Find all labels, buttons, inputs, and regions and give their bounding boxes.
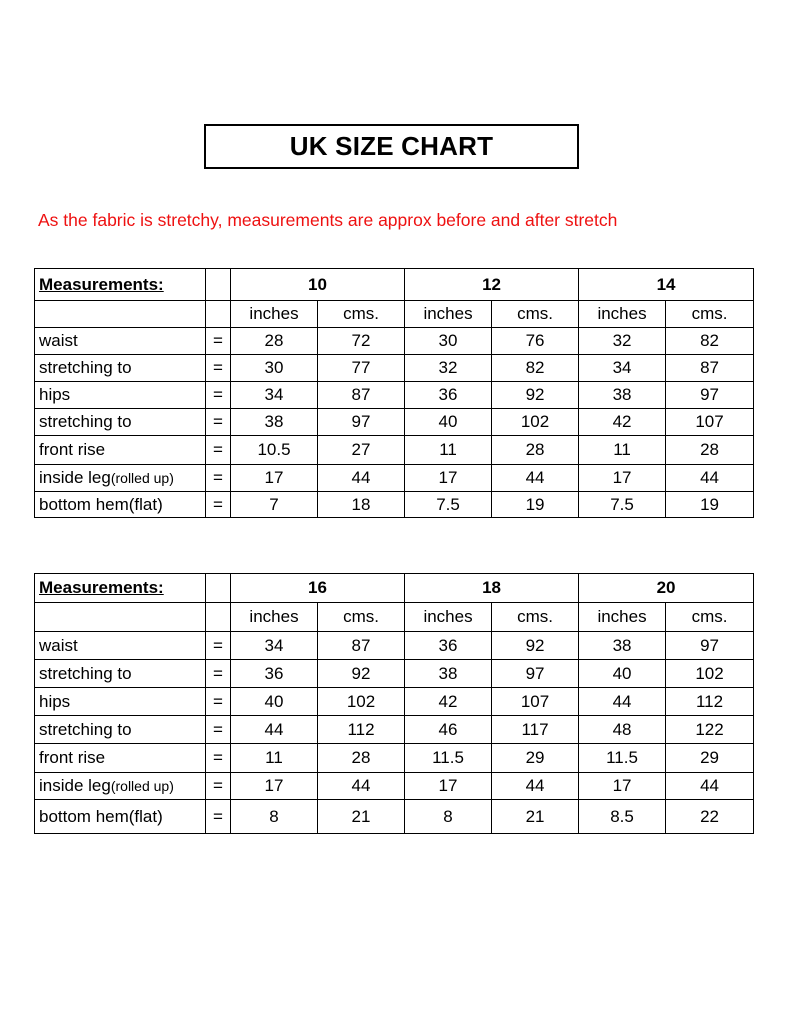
table-row <box>35 465 754 492</box>
value-cell: 76 <box>492 328 579 355</box>
value-cell: 87 <box>666 355 754 382</box>
table-row <box>35 492 754 518</box>
equals-cell: = <box>206 716 231 744</box>
unit-label: cms. <box>318 603 405 632</box>
value-cell: 11 <box>579 436 666 465</box>
value-cell: 112 <box>318 716 405 744</box>
value-cell: 82 <box>492 355 579 382</box>
value-cell: 29 <box>492 744 579 773</box>
value-cell: 10.5 <box>231 436 318 465</box>
size-header: 10 <box>231 269 405 301</box>
value-cell: 112 <box>666 688 754 716</box>
value-cell: 34 <box>579 355 666 382</box>
equals-cell: = <box>206 436 231 465</box>
row-label: waist <box>35 632 206 660</box>
value-cell: 87 <box>318 632 405 660</box>
row-label: stretching to <box>35 716 206 744</box>
row-label: front rise <box>35 436 206 465</box>
value-cell: 42 <box>405 688 492 716</box>
table-row <box>35 632 754 660</box>
unit-label: inches <box>405 301 492 328</box>
row-label: bottom hem(flat) <box>35 800 206 834</box>
equals-cell: = <box>206 382 231 409</box>
row-label: hips <box>35 688 206 716</box>
value-cell: 17 <box>231 773 318 800</box>
value-cell: 18 <box>318 492 405 518</box>
equals-cell: = <box>206 744 231 773</box>
equals-cell: = <box>206 409 231 436</box>
equals-cell: = <box>206 328 231 355</box>
value-cell: 30 <box>405 328 492 355</box>
unit-row <box>35 301 754 328</box>
value-cell: 36 <box>405 632 492 660</box>
value-cell: 32 <box>405 355 492 382</box>
value-cell: 17 <box>579 773 666 800</box>
value-cell: 7.5 <box>405 492 492 518</box>
value-cell: 44 <box>666 465 754 492</box>
value-cell: 17 <box>405 773 492 800</box>
unit-label: inches <box>231 301 318 328</box>
unit-label: inches <box>231 603 318 632</box>
value-cell: 29 <box>666 744 754 773</box>
equals-cell: = <box>206 632 231 660</box>
value-cell: 27 <box>318 436 405 465</box>
value-cell: 28 <box>318 744 405 773</box>
value-cell: 87 <box>318 382 405 409</box>
table-row <box>35 382 754 409</box>
page-title: UK SIZE CHART <box>204 124 579 169</box>
value-cell: 32 <box>579 328 666 355</box>
value-cell: 19 <box>492 492 579 518</box>
table-row <box>35 436 754 465</box>
value-cell: 102 <box>492 409 579 436</box>
value-cell: 11.5 <box>579 744 666 773</box>
size-header: 20 <box>579 574 754 603</box>
value-cell: 38 <box>231 409 318 436</box>
row-label-main: inside leg <box>39 468 111 487</box>
blank-cell <box>206 574 231 603</box>
equals-cell: = <box>206 688 231 716</box>
value-cell: 34 <box>231 632 318 660</box>
row-label: hips <box>35 382 206 409</box>
value-cell: 40 <box>405 409 492 436</box>
value-cell: 21 <box>318 800 405 834</box>
blank-cell <box>206 301 231 328</box>
table-row <box>35 773 754 800</box>
value-cell: 30 <box>231 355 318 382</box>
value-cell: 28 <box>666 436 754 465</box>
table-row <box>35 409 754 436</box>
value-cell: 42 <box>579 409 666 436</box>
row-label-note: (rolled up) <box>110 778 174 794</box>
value-cell: 11 <box>231 744 318 773</box>
table-row <box>35 800 754 834</box>
value-cell: 117 <box>492 716 579 744</box>
value-cell: 34 <box>231 382 318 409</box>
size-header: 16 <box>231 574 405 603</box>
table-row <box>35 688 754 716</box>
table-row <box>35 355 754 382</box>
equals-cell: = <box>206 773 231 800</box>
row-label <box>35 773 206 800</box>
value-cell: 28 <box>231 328 318 355</box>
table-row <box>35 744 754 773</box>
equals-cell: = <box>206 800 231 834</box>
unit-label: cms. <box>318 301 405 328</box>
row-label: stretching to <box>35 409 206 436</box>
row-label-main: inside leg <box>39 776 111 795</box>
value-cell: 21 <box>492 800 579 834</box>
value-cell: 44 <box>318 465 405 492</box>
value-cell: 8.5 <box>579 800 666 834</box>
row-label: bottom hem(flat) <box>35 492 206 518</box>
value-cell: 36 <box>405 382 492 409</box>
value-cell: 44 <box>318 773 405 800</box>
value-cell: 7.5 <box>579 492 666 518</box>
row-label: front rise <box>35 744 206 773</box>
value-cell: 17 <box>405 465 492 492</box>
value-cell: 44 <box>666 773 754 800</box>
value-cell: 97 <box>492 660 579 688</box>
size-header: 14 <box>579 269 754 301</box>
value-cell: 17 <box>579 465 666 492</box>
unit-label: cms. <box>666 301 754 328</box>
value-cell: 97 <box>666 632 754 660</box>
value-cell: 38 <box>579 382 666 409</box>
value-cell: 38 <box>405 660 492 688</box>
blank-cell <box>35 603 206 632</box>
value-cell: 17 <box>231 465 318 492</box>
value-cell: 97 <box>666 382 754 409</box>
row-label <box>35 465 206 492</box>
unit-label: cms. <box>492 603 579 632</box>
value-cell: 72 <box>318 328 405 355</box>
unit-label: inches <box>405 603 492 632</box>
value-cell: 36 <box>231 660 318 688</box>
table-row <box>35 716 754 744</box>
value-cell: 122 <box>666 716 754 744</box>
value-cell: 44 <box>492 773 579 800</box>
value-cell: 28 <box>492 436 579 465</box>
stretch-note: As the fabric is stretchy, measurements are approx before and after stretch <box>38 210 618 230</box>
unit-label: inches <box>579 603 666 632</box>
value-cell: 22 <box>666 800 754 834</box>
value-cell: 92 <box>492 632 579 660</box>
unit-label: inches <box>579 301 666 328</box>
value-cell: 44 <box>231 716 318 744</box>
value-cell: 44 <box>579 688 666 716</box>
equals-cell: = <box>206 465 231 492</box>
row-label: stretching to <box>35 355 206 382</box>
value-cell: 11.5 <box>405 744 492 773</box>
value-cell: 7 <box>231 492 318 518</box>
value-cell: 102 <box>318 688 405 716</box>
unit-row <box>35 603 754 632</box>
unit-label: cms. <box>492 301 579 328</box>
row-label: stretching to <box>35 660 206 688</box>
size-header: 18 <box>405 574 579 603</box>
value-cell: 77 <box>318 355 405 382</box>
size-table-1 <box>34 268 754 518</box>
value-cell: 38 <box>579 632 666 660</box>
size-header: 12 <box>405 269 579 301</box>
value-cell: 82 <box>666 328 754 355</box>
blank-cell <box>206 603 231 632</box>
value-cell: 19 <box>666 492 754 518</box>
size-table-2 <box>34 573 754 834</box>
value-cell: 102 <box>666 660 754 688</box>
row-label: waist <box>35 328 206 355</box>
table-row <box>35 660 754 688</box>
equals-cell: = <box>206 355 231 382</box>
value-cell: 107 <box>492 688 579 716</box>
value-cell: 8 <box>231 800 318 834</box>
table-row <box>35 328 754 355</box>
value-cell: 40 <box>579 660 666 688</box>
measurements-header: Measurements: <box>35 574 206 603</box>
value-cell: 107 <box>666 409 754 436</box>
equals-cell: = <box>206 660 231 688</box>
row-label-note: (rolled up) <box>110 470 174 486</box>
blank-cell <box>206 269 231 301</box>
value-cell: 8 <box>405 800 492 834</box>
value-cell: 97 <box>318 409 405 436</box>
unit-label: cms. <box>666 603 754 632</box>
value-cell: 48 <box>579 716 666 744</box>
value-cell: 11 <box>405 436 492 465</box>
value-cell: 46 <box>405 716 492 744</box>
value-cell: 44 <box>492 465 579 492</box>
measurements-header: Measurements: <box>35 269 206 301</box>
value-cell: 92 <box>492 382 579 409</box>
blank-cell <box>35 301 206 328</box>
equals-cell: = <box>206 492 231 518</box>
value-cell: 40 <box>231 688 318 716</box>
value-cell: 92 <box>318 660 405 688</box>
